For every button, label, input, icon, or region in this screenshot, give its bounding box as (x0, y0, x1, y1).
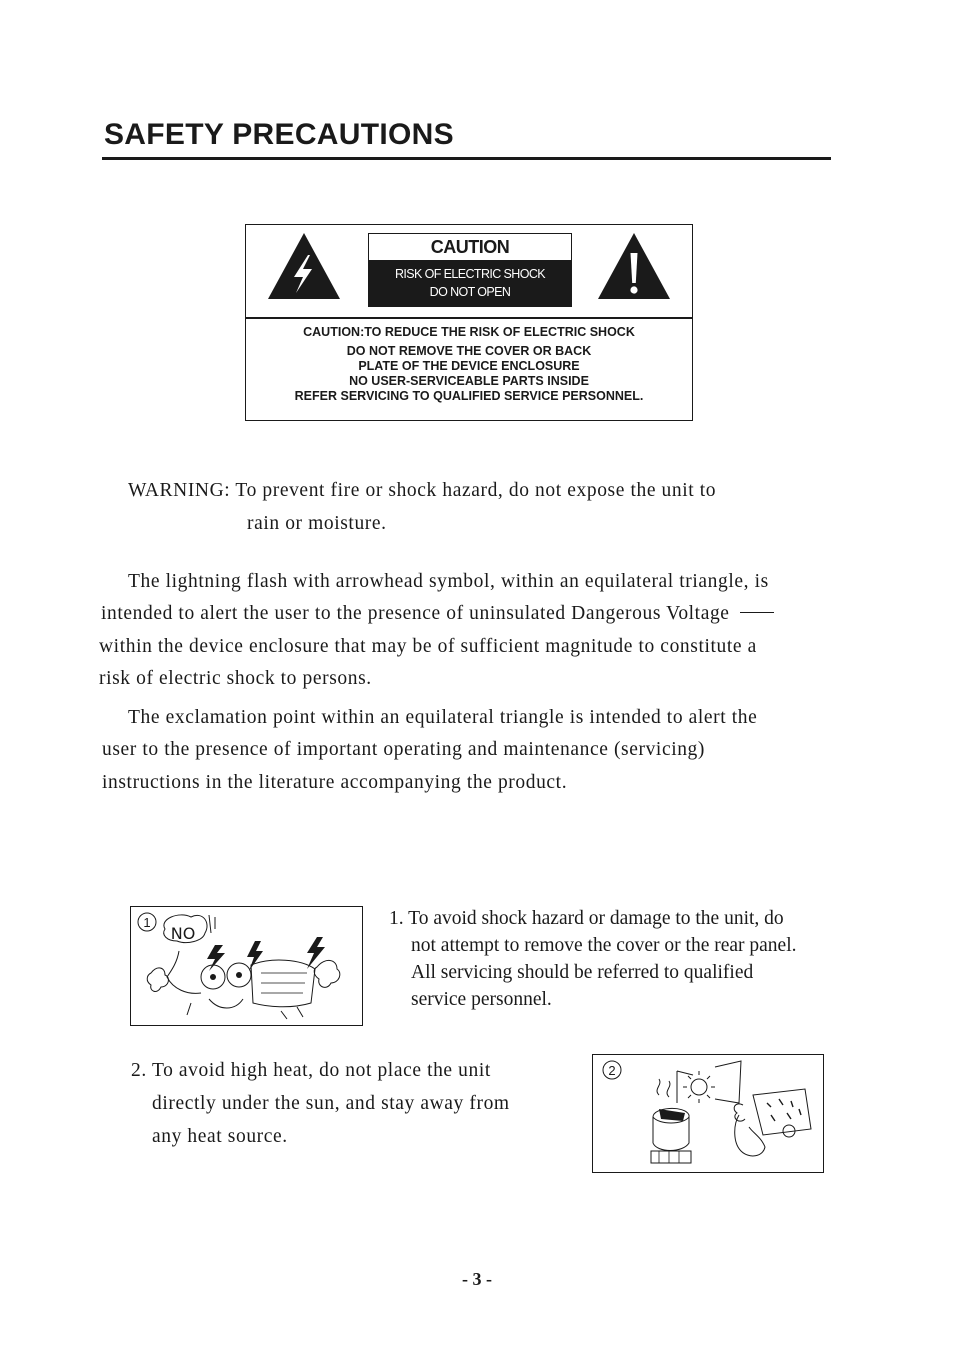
lightning-paragraph-line: risk of electric shock to persons. (99, 668, 372, 689)
item2-line: any heat source. (152, 1126, 288, 1147)
item1-line: service personnel. (411, 989, 552, 1010)
illustration-no-disassembly (130, 906, 363, 1026)
exclamation-triangle-icon (596, 231, 672, 306)
lightning-paragraph-line: The lightning flash with arrowhead symbol, within an equilateral triangle, is (128, 571, 769, 592)
illustration-badge-1: 1 (143, 915, 151, 930)
page-number: - 3 - (462, 1269, 492, 1289)
lightning-paragraph-line: within the device enclosure that may be of sufficient magnitude to constitute a (99, 636, 757, 657)
exclamation-paragraph-line: instructions in the literature accompanying the product. (102, 772, 568, 793)
lightning-paragraph-line (101, 603, 774, 625)
caution-label (368, 233, 572, 307)
title-underline (102, 157, 831, 160)
illustration-no-text: NO (170, 924, 196, 943)
item2-line: directly under the sun, and stay away from (152, 1093, 510, 1114)
illustration-heat-source (592, 1054, 824, 1173)
exclamation-paragraph-line: user to the presence of important operating and maintenance (servicing) (102, 739, 706, 760)
caution-instructions (246, 325, 692, 404)
caution-text-line: NO USER-SERVICEABLE PARTS INSIDE (349, 374, 589, 388)
item1-line: not attempt to remove the cover or the rear panel. (411, 935, 797, 956)
caution-text-line: PLATE OF THE DEVICE ENCLOSURE (358, 359, 580, 373)
caution-label-line2: DO NOT OPEN (429, 285, 511, 299)
warning-line-1: WARNING: To prevent fire or shock hazard, do not expose the unit to (128, 480, 717, 501)
caution-divider (246, 317, 692, 319)
dash-line (740, 612, 774, 613)
item1-line: All servicing should be referred to qualified (411, 962, 754, 983)
caution-text-line: CAUTION:TO REDUCE THE RISK OF ELECTRIC SHOCK (303, 325, 635, 339)
caution-box (245, 224, 693, 421)
caution-heading: CAUTION (430, 237, 510, 257)
warning-line-2: rain or moisture. (247, 513, 387, 534)
illustration-badge-2: 2 (608, 1063, 616, 1078)
item1-line: 1. To avoid shock hazard or damage to the unit, do (389, 908, 784, 929)
item2-line: 2. To avoid high heat, do not place the unit (131, 1060, 491, 1081)
caution-label-body (369, 260, 571, 306)
lightning-paragraph-text: intended to alert the user to the presence of uninsulated Dangerous Voltage (101, 603, 730, 624)
exclamation-paragraph-line: The exclamation point within an equilateral triangle is intended to alert the (128, 707, 758, 728)
caution-text-line: REFER SERVICING TO QUALIFIED SERVICE PERSONNEL. (294, 389, 644, 403)
page-title: SAFETY PRECAUTIONS (104, 118, 454, 151)
caution-label-line1: RISK OF ELECTRIC SHOCK (394, 267, 546, 281)
caution-text-line: DO NOT REMOVE THE COVER OR BACK (346, 344, 592, 358)
lightning-triangle-icon (266, 231, 342, 306)
